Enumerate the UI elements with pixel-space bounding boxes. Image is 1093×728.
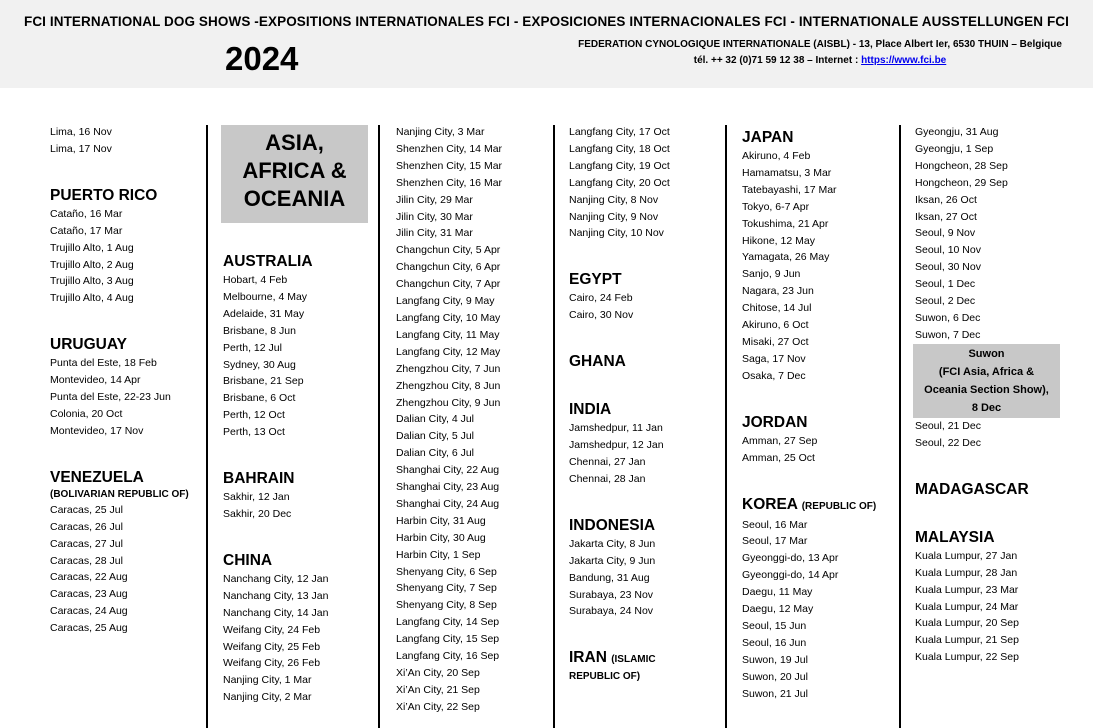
section-show-highlight xyxy=(913,344,1060,418)
show-entry: Bandung, 31 Aug xyxy=(569,571,650,584)
show-entry: Gyeongju, 1 Sep xyxy=(915,142,994,155)
show-entry: Punta del Este, 18 Feb xyxy=(50,357,157,370)
country-qualifier: (ISLAMIC xyxy=(611,654,656,666)
country-heading xyxy=(742,413,876,433)
show-entry: Surabaya, 23 Nov xyxy=(569,588,654,601)
show-entry: Suwon, 20 Jul xyxy=(742,670,808,683)
show-entry: Punta del Este, 22-23 Jun xyxy=(50,391,171,404)
show-entry: Seoul, 16 Mar xyxy=(742,518,808,531)
show-entry: Xi’An City, 22 Sep xyxy=(396,700,480,713)
header-title: FCI INTERNATIONAL DOG SHOWS -EXPOSITIONS INTERNATIONALES FCI - EXPOSICIONES INTERNACIONALES FCI - INTERNATIONALE AUSSTELLUNGEN FCI xyxy=(23,14,1070,29)
show-entry: Seoul, 22 Dec xyxy=(915,436,981,449)
show-entry: Akiruno, 4 Feb xyxy=(742,150,811,162)
spacer xyxy=(915,500,1029,528)
country-heading xyxy=(569,352,670,372)
country-name: AUSTRALIA xyxy=(223,253,313,270)
show-entry: Suwon, 6 Dec xyxy=(915,311,981,324)
country-heading xyxy=(742,495,876,517)
show-entry: Kuala Lumpur, 21 Sep xyxy=(915,634,1019,647)
show-entry: Langfang City, 19 Oct xyxy=(569,159,670,172)
federation-contact xyxy=(520,53,1093,69)
show-entry: Langfang City, 15 Sep xyxy=(396,633,500,646)
header-year: 2024 xyxy=(225,40,299,77)
show-entry: Weifang City, 25 Feb xyxy=(223,640,321,653)
federation-address: FEDERATION CYNOLOGIQUE INTERNATIONALE (AISBL) - 13, Place Albert Ier, 6530 THUIN – Belgique xyxy=(578,39,1062,50)
show-entry: Hongcheon, 29 Sep xyxy=(915,176,1008,189)
show-entry: Shenzhen City, 16 Mar xyxy=(396,176,503,189)
show-entry: Weifang City, 24 Feb xyxy=(223,623,321,636)
column-divider xyxy=(553,125,555,728)
document-header xyxy=(0,0,1093,88)
show-entry: Changchun City, 5 Apr xyxy=(396,244,501,257)
show-entry: Caracas, 23 Aug xyxy=(50,588,128,601)
federation-phone: tél. ++ 32 (0)71 59 12 38 – Internet : xyxy=(693,55,862,66)
country-heading xyxy=(50,468,189,488)
show-entry: Cataño, 16 Mar xyxy=(50,207,123,220)
show-entry: Nanjing City, 10 Nov xyxy=(569,227,664,240)
show-entry: Shenzhen City, 14 Mar xyxy=(396,142,503,155)
show-entry: Kuala Lumpur, 28 Jan xyxy=(915,566,1018,579)
show-entry: Nanjing City, 3 Mar xyxy=(396,126,485,138)
show-entry: Seoul, 30 Nov xyxy=(915,261,981,274)
show-entry: Changchun City, 6 Apr xyxy=(396,261,501,274)
show-entry: Trujillo Alto, 3 Aug xyxy=(50,275,134,288)
column-divider xyxy=(206,125,208,728)
country-heading xyxy=(569,270,670,290)
region-line: ASIA, xyxy=(265,130,324,155)
country-qualifier: (BOLIVARIAN REPUBLIC OF) xyxy=(50,488,189,500)
show-entry: Jamshedpur, 12 Jan xyxy=(569,439,664,452)
show-entry: Daegu, 12 May xyxy=(742,603,814,616)
country-heading xyxy=(223,469,328,489)
spacer xyxy=(569,488,670,516)
show-entry: Xi’An City, 20 Sep xyxy=(396,667,480,679)
country-heading xyxy=(742,128,876,148)
spacer xyxy=(50,158,189,186)
show-entry: Lima, 17 Nov xyxy=(50,142,112,155)
show-entry: Langfang City, 16 Sep xyxy=(396,650,500,663)
show-entry: Trujillo Alto, 4 Aug xyxy=(50,292,134,305)
show-entry: Shenzhen City, 15 Mar xyxy=(396,159,503,172)
show-entry: Suwon, 19 Jul xyxy=(742,653,808,666)
show-entry: Jakarta City, 8 Jun xyxy=(569,537,656,550)
show-entry: Dalian City, 4 Jul xyxy=(396,413,475,426)
show-entry: Tokushima, 21 Apr xyxy=(742,217,829,230)
highlight-line: Suwon xyxy=(968,348,1005,360)
show-entry: Hobart, 4 Feb xyxy=(223,274,288,286)
show-entry: Changchun City, 7 Apr xyxy=(396,278,501,291)
show-entry: Langfang City, 10 May xyxy=(396,311,501,324)
show-entry: Osaka, 7 Dec xyxy=(742,369,806,382)
show-entry: Trujillo Alto, 2 Aug xyxy=(50,258,134,271)
show-entry: Harbin City, 1 Sep xyxy=(396,548,481,561)
show-entry: Seoul, 15 Jun xyxy=(742,619,807,632)
show-entry: Jakarta City, 9 Jun xyxy=(569,554,656,567)
show-entry: Shanghai City, 24 Aug xyxy=(396,497,500,510)
country-name: GHANA xyxy=(569,353,626,371)
show-entry: Caracas, 27 Jul xyxy=(50,537,123,550)
country-name: KOREA xyxy=(742,495,798,513)
show-entry: Cataño, 17 Mar xyxy=(50,224,123,237)
show-entry: Jamshedpur, 11 Jan xyxy=(569,422,663,435)
spacer xyxy=(50,440,189,468)
show-entry: Jilin City, 30 Mar xyxy=(396,210,473,223)
show-entry: Amman, 27 Sep xyxy=(742,434,818,447)
show-entry: Hongcheon, 28 Sep xyxy=(915,159,1008,172)
spacer xyxy=(569,242,670,270)
spacer xyxy=(223,441,328,469)
show-entry: Suwon, 21 Jul xyxy=(742,687,808,700)
show-entry: Seoul, 10 Nov xyxy=(915,244,981,257)
show-entry: Caracas, 28 Jul xyxy=(50,554,123,567)
country-heading xyxy=(50,335,189,355)
show-entry: Harbin City, 31 Aug xyxy=(396,514,486,527)
show-entry: Brisbane, 8 Jun xyxy=(223,324,296,337)
country-name: EGYPT xyxy=(569,271,622,289)
show-entry: Langfang City, 17 Oct xyxy=(569,126,670,138)
highlight-line: Oceania Section Show), xyxy=(924,384,1049,396)
show-entry: Colonia, 20 Oct xyxy=(50,407,123,420)
column-2 xyxy=(223,252,328,706)
country-heading xyxy=(50,186,189,206)
show-entry: Nanchang City, 12 Jan xyxy=(223,572,329,585)
column-divider xyxy=(725,125,727,728)
country-name: IRAN xyxy=(569,649,607,667)
show-entry: Chennai, 28 Jan xyxy=(569,472,646,485)
show-entry: Nagara, 23 Jun xyxy=(742,285,814,298)
show-entry: Akiruno, 6 Oct xyxy=(742,319,809,332)
spacer xyxy=(223,523,328,551)
show-entry: Sanjo, 9 Jun xyxy=(742,268,801,281)
spacer xyxy=(742,467,876,495)
show-entry: Saga, 17 Nov xyxy=(742,352,806,365)
show-entry: Langfang City, 9 May xyxy=(396,295,495,308)
show-entry: Shenyang City, 8 Sep xyxy=(396,599,497,612)
country-name: CHINA xyxy=(223,551,273,569)
show-entry: Caracas, 24 Aug xyxy=(50,605,128,618)
show-entry: Adelaide, 31 May xyxy=(223,307,305,320)
show-entry: Gyeonggi-do, 14 Apr xyxy=(742,569,839,582)
show-entry: Brisbane, 21 Sep xyxy=(223,375,304,388)
column-divider xyxy=(378,125,380,728)
show-entry: Nanchang City, 13 Jan xyxy=(223,589,329,602)
show-entry: Weifang City, 26 Feb xyxy=(223,657,321,670)
show-entry: Caracas, 25 Aug xyxy=(50,622,128,635)
show-entry: Seoul, 9 Nov xyxy=(915,227,976,240)
highlight-line: 8 Dec xyxy=(971,402,1002,414)
federation-info xyxy=(520,37,1093,69)
show-entry: Kuala Lumpur, 22 Sep xyxy=(915,651,1019,664)
show-entry: Gyeongju, 31 Aug xyxy=(915,126,999,138)
highlight-line: (FCI Asia, Africa & xyxy=(938,366,1035,378)
show-entry: Hikone, 12 May xyxy=(742,234,815,247)
show-entry: Hamamatsu, 3 Mar xyxy=(742,166,832,179)
show-entry: Suwon, 7 Dec xyxy=(915,328,981,341)
show-entry: Trujillo Alto, 1 Aug xyxy=(50,241,134,254)
show-entry: Langfang City, 11 May xyxy=(396,328,500,341)
country-heading xyxy=(569,400,670,420)
region-line: AFRICA & xyxy=(242,158,347,183)
country-name: MADAGASCAR xyxy=(915,480,1029,498)
country-heading xyxy=(569,516,670,536)
show-entry: Gyeonggi-do, 13 Apr xyxy=(742,552,839,565)
show-entry: Melbourne, 4 May xyxy=(223,290,308,303)
show-entry: Daegu, 11 May xyxy=(742,586,813,599)
spacer xyxy=(742,385,876,413)
website-link[interactable]: https://www.fci.be xyxy=(861,55,947,66)
show-entry: Chitose, 14 Jul xyxy=(742,302,812,315)
show-entry: Caracas, 26 Jul xyxy=(50,520,123,533)
show-entry: Montevideo, 17 Nov xyxy=(50,424,144,437)
show-entry: Perth, 13 Oct xyxy=(223,426,285,439)
country-name: MALAYSIA xyxy=(915,528,995,546)
show-entry: Perth, 12 Oct xyxy=(223,409,285,422)
show-entry: Dalian City, 5 Jul xyxy=(396,430,475,443)
show-entry: Surabaya, 24 Nov xyxy=(569,605,654,618)
spacer xyxy=(569,372,670,400)
column-divider xyxy=(899,125,901,728)
show-entry: Tokyo, 6-7 Apr xyxy=(742,200,810,213)
country-name: INDIA xyxy=(569,401,612,419)
country-name: INDONESIA xyxy=(569,516,656,534)
show-entry: Nanjing City, 1 Mar xyxy=(223,674,312,687)
show-entry: Seoul, 17 Mar xyxy=(742,535,808,548)
show-entry: Chennai, 27 Jan xyxy=(569,455,646,468)
column-4 xyxy=(569,124,670,684)
country-name: URUGUAY xyxy=(50,336,127,354)
column-3 xyxy=(396,124,502,716)
show-entry: Montevideo, 14 Apr xyxy=(50,374,141,387)
spacer xyxy=(569,620,670,648)
show-entry: Sydney, 30 Aug xyxy=(223,358,296,371)
region-line: OCEANIA xyxy=(243,186,346,211)
show-entry: Langfang City, 14 Sep xyxy=(396,616,500,629)
country-heading xyxy=(223,551,328,571)
show-entry: Seoul, 21 Dec xyxy=(915,420,981,432)
show-entry: Zhengzhou City, 8 Jun xyxy=(396,379,501,392)
show-entry: Zhengzhou City, 9 Jun xyxy=(396,396,501,409)
show-entry: Xi’An City, 21 Sep xyxy=(396,683,480,696)
country-name: JAPAN xyxy=(742,129,794,146)
country-qualifier: (REPUBLIC OF) xyxy=(801,500,877,512)
show-entry: Dalian City, 6 Jul xyxy=(396,447,475,460)
show-entry: Jilin City, 31 Mar xyxy=(396,227,473,240)
show-entry: Kuala Lumpur, 27 Jan xyxy=(915,549,1018,562)
show-entry: Seoul, 1 Dec xyxy=(915,278,976,291)
show-entry: Nanjing City, 2 Mar xyxy=(223,691,312,704)
region-label-box xyxy=(221,125,368,223)
spacer xyxy=(915,452,1029,480)
column-6 xyxy=(915,124,1008,344)
column-6-continued xyxy=(915,418,1029,666)
show-entry: Caracas, 22 Aug xyxy=(50,571,128,584)
show-entry: Shanghai City, 23 Aug xyxy=(396,481,500,494)
column-5 xyxy=(742,128,876,702)
country-name: JORDAN xyxy=(742,413,808,431)
show-entry: Shanghai City, 22 Aug xyxy=(396,464,500,477)
show-entry: Jilin City, 29 Mar xyxy=(396,193,473,206)
show-entry: Seoul, 16 Jun xyxy=(742,636,807,649)
show-entry: Sakhir, 12 Jan xyxy=(223,491,290,504)
show-entry: Langfang City, 20 Oct xyxy=(569,176,670,189)
show-entry: Langfang City, 12 May xyxy=(396,345,501,358)
country-heading xyxy=(569,648,670,670)
show-entry: Yamagata, 26 May xyxy=(742,251,830,264)
country-qualifier: REPUBLIC OF) xyxy=(569,671,641,683)
spacer xyxy=(569,324,670,352)
show-entry: Zhengzhou City, 7 Jun xyxy=(396,362,501,375)
show-entry: Shenyang City, 6 Sep xyxy=(396,565,497,578)
show-entry: Brisbane, 6 Oct xyxy=(223,392,296,405)
show-entry: Harbin City, 30 Aug xyxy=(396,531,486,544)
country-heading xyxy=(223,252,328,272)
spacer xyxy=(50,307,189,335)
show-entry: Kuala Lumpur, 23 Mar xyxy=(915,583,1019,596)
show-entry: Sakhir, 20 Dec xyxy=(223,507,292,520)
country-name: VENEZUELA xyxy=(50,468,144,486)
show-entry: Misaki, 27 Oct xyxy=(742,335,809,348)
show-entry: Seoul, 2 Dec xyxy=(915,295,976,308)
country-name: BAHRAIN xyxy=(223,470,295,488)
show-entry: Amman, 25 Oct xyxy=(742,451,815,464)
show-entry: Tatebayashi, 17 Mar xyxy=(742,183,837,196)
country-heading xyxy=(915,528,1029,548)
show-entry: Nanjing City, 8 Nov xyxy=(569,193,659,206)
show-entry: Iksan, 27 Oct xyxy=(915,210,977,223)
country-heading xyxy=(915,480,1029,500)
show-entry: Nanchang City, 14 Jan xyxy=(223,606,329,619)
show-entry: Cairo, 24 Feb xyxy=(569,292,633,305)
show-entry: Langfang City, 18 Oct xyxy=(569,142,670,155)
show-entry: Perth, 12 Jul xyxy=(223,341,282,354)
show-entry: Lima, 16 Nov xyxy=(50,126,112,138)
show-entry: Nanjing City, 9 Nov xyxy=(569,210,659,223)
show-entry: Kuala Lumpur, 20 Sep xyxy=(915,617,1019,630)
column-1 xyxy=(50,124,189,637)
show-entry: Cairo, 30 Nov xyxy=(569,309,634,322)
country-name: PUERTO RICO xyxy=(50,186,158,204)
show-entry: Shenyang City, 7 Sep xyxy=(396,582,497,595)
show-entry: Caracas, 25 Jul xyxy=(50,503,123,516)
show-entry: Iksan, 26 Oct xyxy=(915,193,977,206)
show-entry: Kuala Lumpur, 24 Mar xyxy=(915,600,1019,613)
